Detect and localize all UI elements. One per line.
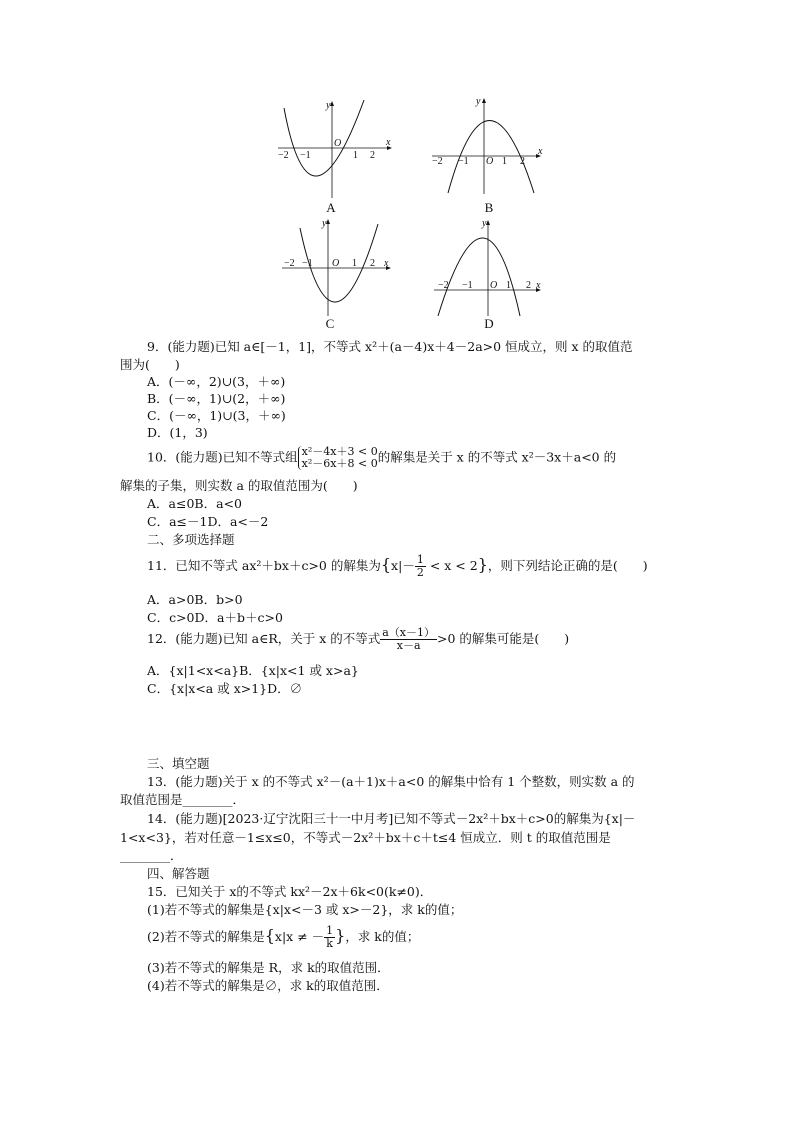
q10-option-ab[interactable]: A．a≤0B．a<0 [147, 496, 242, 511]
q12-option-ab[interactable]: A．{x|1<x<a}B．{x|x<1 或 x>a} [147, 663, 359, 678]
q13-line2: 取值范围是________． [120, 792, 246, 807]
graph-a-label: A [326, 200, 336, 215]
q11-frac-den: 2 [416, 566, 424, 579]
q15-part2-set: x|x ≠ － [274, 929, 325, 944]
q15-frac-num: 1 [326, 924, 334, 937]
q12-fraction [380, 627, 437, 652]
tick-label: 1 [353, 150, 358, 161]
x-axis-label: x [386, 137, 391, 148]
q10-post: 的解集是关于 x 的不等式 x²－3x＋a<0 的 [377, 449, 617, 465]
q11-set-var: x [391, 558, 399, 573]
q11-set-post: < x < 2 [429, 558, 478, 573]
q11-frac-num: 1 [416, 553, 424, 566]
q12-post: >0 的解集可能是( ) [437, 631, 570, 646]
tick-label: −2 [284, 258, 295, 269]
q15-stem: 15．已知关于 x的不等式 kx²－2x＋6k<0(k≠0)． [147, 884, 433, 899]
q9-option-a[interactable]: A．(－∞，2)∪(3，＋∞) [147, 374, 286, 389]
y-axis-label: y [322, 218, 327, 229]
q9-stem-line2: 围为( ) [120, 357, 180, 372]
tick-label: −1 [458, 156, 469, 167]
graph-c [280, 218, 400, 318]
section-heading-multi-choice: 二、多项选择题 [147, 532, 235, 547]
graph-d-label: D [484, 316, 494, 331]
y-axis-label: y [482, 218, 487, 229]
tick-label: 2 [370, 258, 375, 269]
q15-part2-pre: (2)若不等式的解集是 [147, 929, 265, 944]
graph-a [276, 98, 396, 203]
q14-line1: 14．(能力题)[2023·辽宁沈阳三十一中月考]已知不等式－2x²＋bx＋c>0的解集为{x|－ [147, 811, 636, 826]
q14-line2: 1<x<3}，若对任意－1≤x≤0，不等式－2x²＋bx＋c＋t≤4 恒成立．则 t 的取值范围是 [120, 830, 611, 845]
y-axis-label: y [476, 96, 481, 107]
q11-option-ab[interactable]: A．a>0B．b>0 [147, 592, 243, 607]
q12-option-cd[interactable]: C．{x|x<a 或 x>1}D．∅ [147, 681, 303, 696]
q10-stem-line1 [147, 446, 707, 470]
origin-label: O [486, 156, 494, 167]
q11-option-cd[interactable]: C．c>0D．a＋b＋c>0 [147, 610, 283, 625]
graph-c-label: C [325, 316, 335, 331]
origin-label: O [490, 280, 498, 291]
q9-stem-line1: 9．(能力题)已知 a∈[－1，1]，不等式 x²＋(a－4)x＋4－2a>0 恒成立，则 x 的取值范 [147, 339, 633, 354]
x-axis-label: x [384, 258, 389, 269]
q10-option-cd[interactable]: C．a≤－1D．a<－2 [147, 514, 269, 529]
x-axis-label: x [536, 280, 541, 291]
tick-label: 2 [520, 156, 525, 167]
tick-label: −1 [302, 258, 313, 269]
q10-system [298, 446, 378, 470]
q12-pre: 12．(能力题)已知 a∈R，关于 x 的不等式 [147, 631, 381, 646]
q9-option-b[interactable]: B．(－∞，1)∪(2，＋∞) [147, 391, 286, 406]
tick-label: −2 [432, 156, 443, 167]
q15-part2-fraction [324, 925, 335, 950]
q12-frac-den: x－a [396, 639, 421, 652]
section-heading-solve: 四、解答题 [147, 866, 210, 881]
q15-part3: (3)若不等式的解集是 R，求 k的取值范围． [147, 960, 390, 975]
q10-system-eq2: x²－6x＋8 < 0 [301, 457, 378, 470]
q15-part2: (2)若不等式的解集是{x|x ≠ － $\frac{1}{k}$ }，求 k的值； [147, 924, 420, 950]
tick-label: 2 [526, 280, 531, 291]
q15-part1: (1)若不等式的解集是{x|x<－3 或 x>－2}，求 k的值； [147, 902, 463, 917]
q10-stem-line2: 解集的子集，则实数 a 的取值范围为( ) [120, 478, 358, 493]
tick-label: 1 [502, 156, 507, 167]
q11-stem: 11．已知不等式 ax²＋bx＋c>0 的解集为{x|－ $\frac{1}{2}$ < x < 2}，则下列结论正确的是( ) [147, 553, 648, 579]
q15-part4: (4)若不等式的解集是∅，求 k的取值范围． [147, 978, 389, 993]
tick-label: 1 [506, 280, 511, 291]
q15-part2-post: ，求 k的值； [345, 929, 420, 944]
q12-frac-num: a（x－1） [382, 626, 436, 639]
origin-label: O [334, 138, 342, 149]
y-axis-label: y [326, 100, 331, 111]
q13-line1: 13．(能力题)关于 x 的不等式 x²－(a＋1)x＋a<0 的解集中恰有 1 个整数，则实数 a 的 [147, 774, 635, 789]
q10-system-eq1: x²－4x＋3 < 0 [301, 445, 378, 458]
origin-label: O [332, 258, 340, 269]
q10-pre: 10．(能力题)已知不等式组 [147, 449, 298, 465]
tick-label: −2 [438, 280, 449, 291]
q14-line3: ________． [120, 848, 183, 863]
graph-b [430, 98, 550, 196]
graph-b-label: B [484, 200, 494, 215]
q12-stem [147, 627, 707, 652]
q15-frac-den: k [326, 937, 333, 950]
q11-post: ，则下列结论正确的是( ) [487, 558, 648, 573]
tick-label: 1 [352, 258, 357, 269]
tick-label: −2 [278, 150, 289, 161]
tick-label: −1 [300, 150, 311, 161]
tick-label: 2 [370, 150, 375, 161]
tick-label: −1 [462, 280, 473, 291]
section-heading-fill-blank: 三、填空题 [147, 756, 210, 771]
graph-d [432, 220, 552, 318]
q11-pre: 11．已知不等式 ax²＋bx＋c>0 的解集为 [147, 558, 381, 573]
q9-option-c[interactable]: C．(－∞，1)∪(3，＋∞) [147, 408, 286, 423]
q9-option-d[interactable]: D．(1，3) [147, 425, 208, 440]
q11-fraction [415, 554, 426, 579]
x-axis-label: x [538, 146, 543, 157]
